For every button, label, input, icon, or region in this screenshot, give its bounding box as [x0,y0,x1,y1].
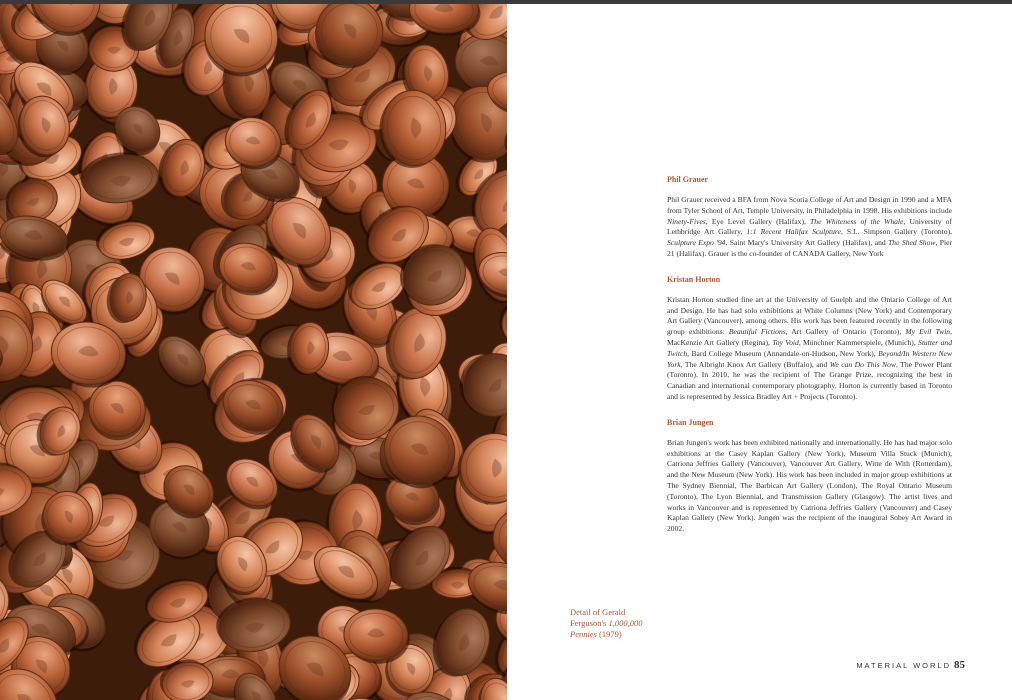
bio-text-run: Phil Grauer received a BFA from Nova Scotia College of Art and Design in 1990 and a MFA from Tyler School of Art, Temple University, in Philadelphia in 1998. His exhibitions include [667,195,952,215]
exhibition-title: Ninety-Fives [667,216,706,226]
section-title: MATERIAL WORLD [856,661,951,670]
exhibition-title: 1:1 Recent Halifax Sculpture [746,227,841,237]
bio-text-run: , University of Lethbridge Art Gallery, [667,216,953,237]
pennies-photo [0,4,507,700]
caption-line-1: Detail of Gerald [570,607,626,617]
bio-text-run: , Pier 21 (Halifax). Grauer is the co-founder of CANADA Gallery, New York [667,238,952,258]
bio-text-run: , Eye Level Gallery (Halifax), [705,216,811,226]
bio-column [667,175,952,535]
exhibition-title: The Shed Show [888,238,936,248]
exhibition-title: Stutter and Twitch [667,337,952,358]
bio-text-run: , The Albright Knox Art Gallery (Buffalo), and [680,359,830,369]
bio-phil-grauer [667,175,952,260]
bio-kristan-horton [667,275,952,403]
caption-prefix: Ferguson's [570,618,609,628]
caption-line-3 [570,629,660,640]
artist-bio [667,438,952,535]
bio-text-run: , Münchner Kammerspiele, (Munich), [798,337,919,347]
artist-bio [667,195,952,260]
pennies-image [0,4,507,700]
page-number: 85 [954,659,965,671]
bio-text-run: , The Power Plant (Toronto). In 2010, he was the recipient of The Grange Prize, recognizing the best in Canadian and international contemporary photography. Horton is currently based in Toronto and is represented by Jessica Bradley Art + Projects (Toronto). [667,359,952,401]
bio-text-run: , MacKenzie Art Gallery (Regina), [667,327,953,347]
caption-work-title: 1,000,000 [608,618,643,628]
caption-work-title-2: Pennies [570,629,597,639]
exhibition-title: My Evil Twin [905,327,951,337]
artist-name: Brian Jungen [667,417,714,427]
exhibition-title: Sculpture Expo '94 [667,238,726,248]
caption-year: (1979) [596,629,622,639]
artist-name: Kristan Horton [667,274,721,284]
artist-name: Phil Grauer [667,175,709,184]
bio-text-run: Kristan Horton studied fine art at the University of Guelph and the Ontario College of Art and Design. He has had solo exhibitions at White Columns (New York) and Contemporary Art Gallery (Vancouver), among others. His work has been featured recently in the following group exhibitions: [667,294,952,337]
bio-text-run: , Saint Mary's University Art Gallery (Halifax), and [725,238,889,248]
exhibition-title: Toy Void [772,337,799,347]
exhibition-title: We can Do This Now [829,359,896,369]
exhibition-title: Beyond/In Western New York [667,348,952,369]
photo-caption [570,607,660,640]
bio-brian-jungen [667,418,952,535]
bio-text-run: , S.L. Simpson Gallery (Toronto), [840,227,952,237]
exhibition-title: The Whiteness of the Whale [810,216,904,226]
caption-line-2 [570,618,660,629]
artist-bio [667,295,952,403]
bio-text-run: , Bard College Museum (Annandale-on-Hudson, New York), [687,348,879,358]
bio-text-run: Brian Jungen's work has been exhibited nationally and internationally. He has had major solo exhibitions at the Casey Kaplan Gallery (New York), Museum Villa Stuck (Munich), Catriona Jeffries Gallery (Vancouver), Vancouver Art Gallery, Witte de With (Rotterdam), and the New Museum (New York). His work has been included in major group exhibitions at The Sydney Biennial, The Barbican Art Gallery (London), The Royal Ontario Museum (Toronto), The Lyon Biennial, and Transmission Gallery (Glasgow). The artist lives and works in Vancouver and is represented by Catriona Jeffries Gallery (Vancouver) and Casey Kaplan Gallery (New York). Jungen was the recipient of the inaugural Sobey Art Award in 2002. [667,437,952,534]
running-footer [856,659,965,671]
bio-text-run: , Art Gallery of Ontario (Toronto), [785,327,906,337]
exhibition-title: Beautiful Fictions [728,327,786,337]
